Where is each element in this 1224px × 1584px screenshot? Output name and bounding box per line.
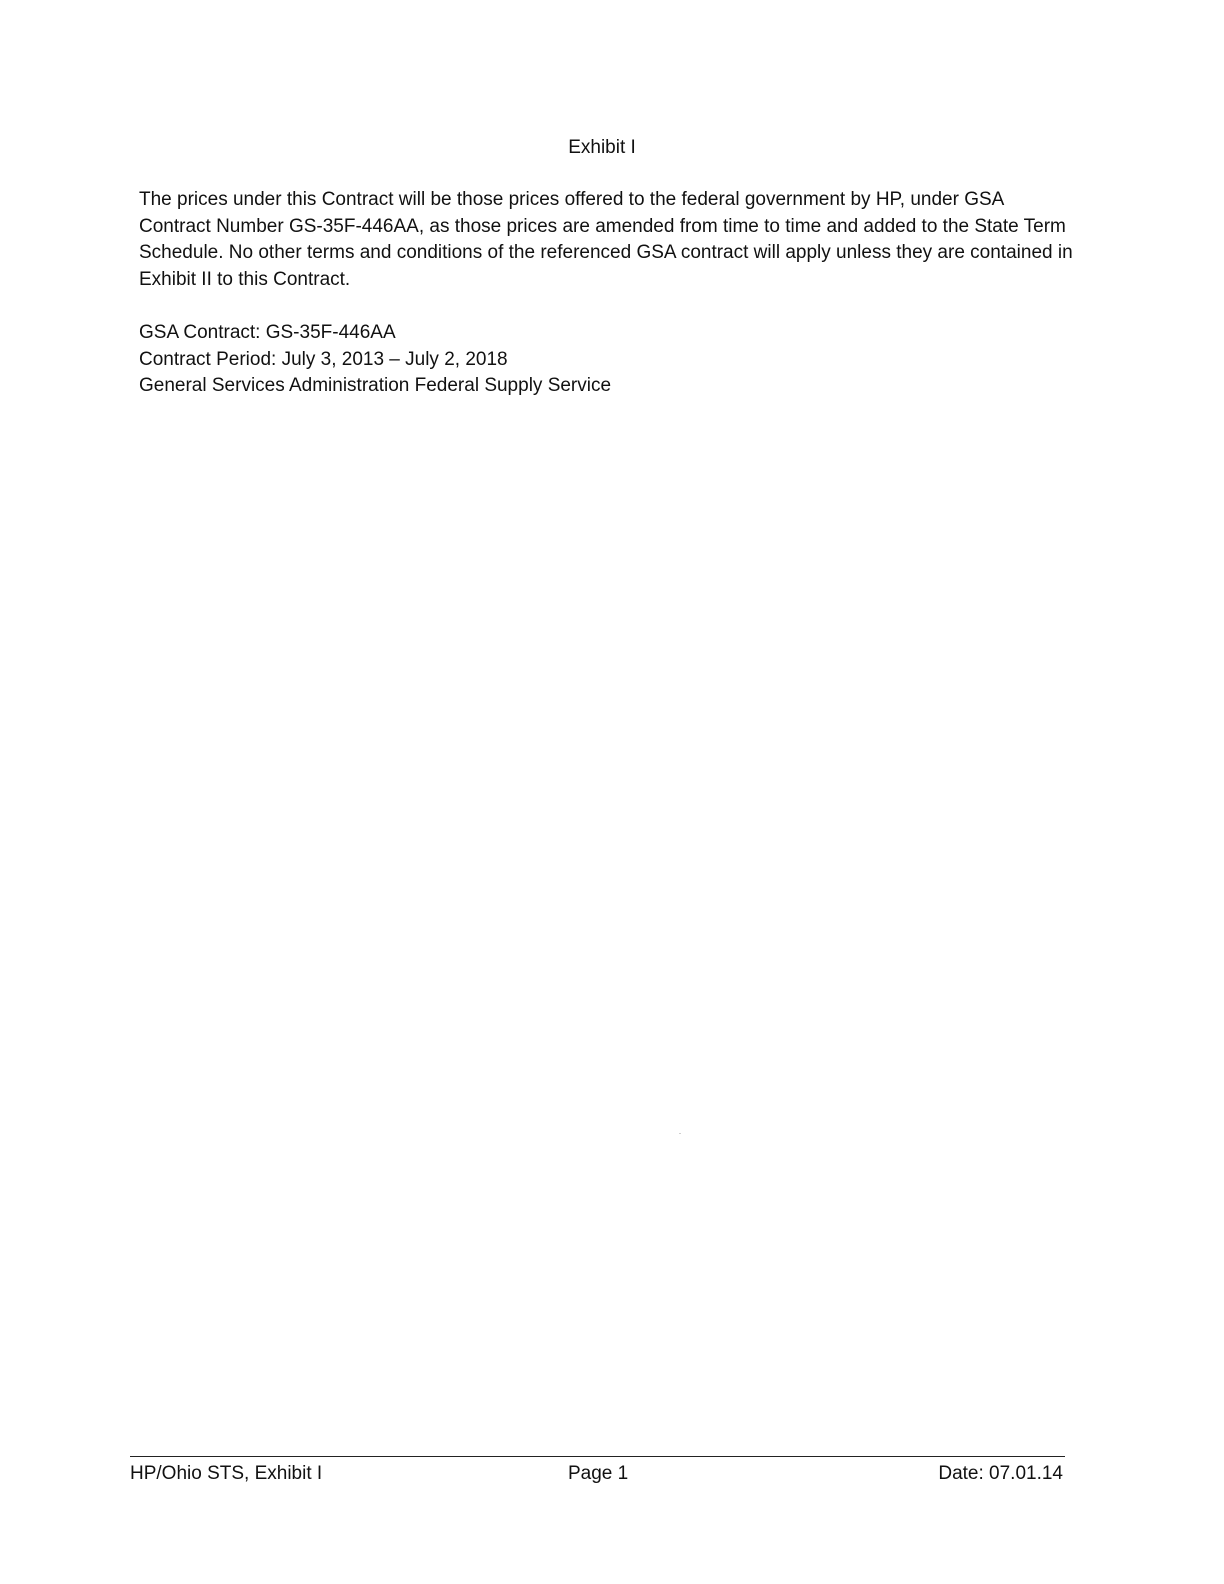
contract-period-line: Contract Period: July 3, 2013 – July 2, 2018	[139, 348, 508, 370]
gsa-contract-line: GSA Contract: GS-35F-446AA	[139, 322, 396, 343]
agency-line: General Services Administration Federal Supply Service	[139, 375, 612, 396]
footer-divider	[130, 1456, 1065, 1457]
footer-page-number: Page 1	[568, 1463, 629, 1484]
page-title: Exhibit I	[568, 137, 636, 158]
footer-date: Date: 07.01.14	[938, 1463, 1063, 1484]
scan-speck	[679, 1133, 681, 1134]
body-paragraph: The prices under this Contract will be those prices offered to the federal government by HP, under GSA Contract Number GS-35F-446AA, as those prices are amended from time to time and added to the State Term Schedule. No other terms and conditions of the referenced GSA contract will apply unless they are contained in Exhibit II to this Contract.	[139, 189, 1073, 290]
contract-details	[139, 320, 1039, 400]
footer-document-label: HP/Ohio STS, Exhibit I	[130, 1463, 323, 1484]
page-footer	[130, 1462, 1065, 1488]
